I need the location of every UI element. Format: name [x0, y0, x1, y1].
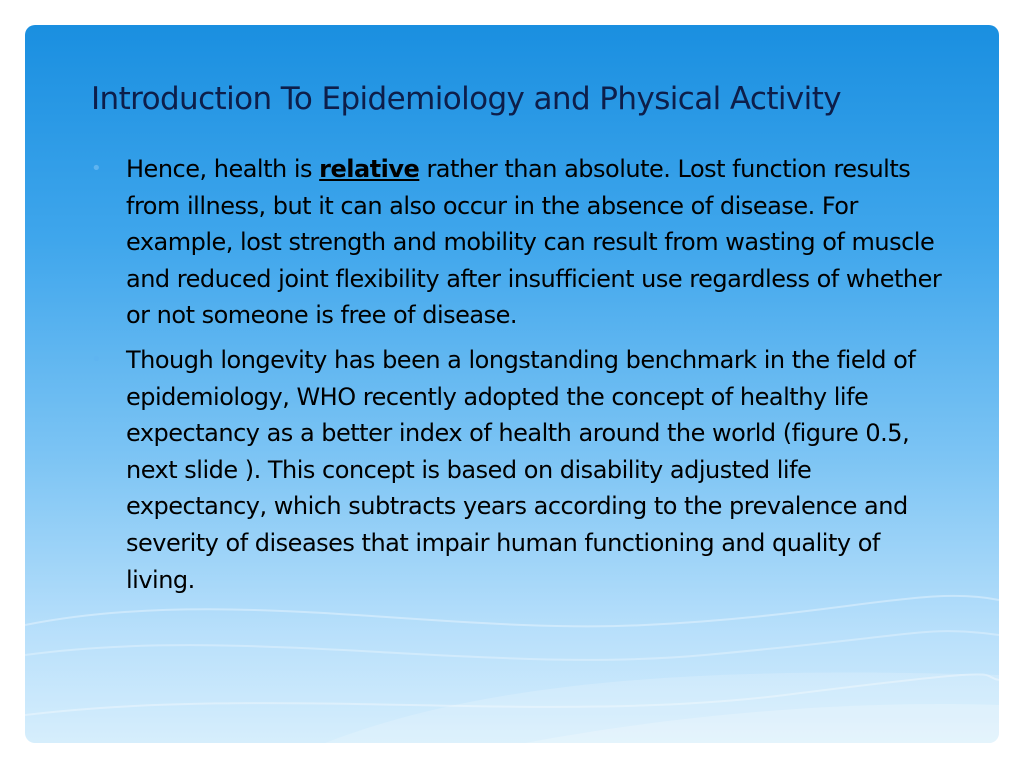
bullet-list	[91, 151, 949, 606]
bullet-item	[91, 342, 949, 598]
content-panel	[25, 25, 999, 743]
slide-title: Introduction To Epidemiology and Physical Activity	[91, 81, 841, 117]
bullet-text-before: Hence, health is	[126, 155, 320, 183]
bullet-item	[91, 151, 949, 334]
bullet-icon: •	[91, 348, 102, 370]
bullet-text-after: rather than absolute. Lost function results from illness, but it can also occur in the absence of disease. For example, lost strength and mobility can result from wasting of muscle and reduced joint flexibility after insufficient use regardless of whether or not someone is free of disease.	[126, 155, 942, 330]
bullet-icon: •	[91, 158, 102, 179]
emphasis-text: relative	[319, 155, 420, 183]
bullet-text: Though longevity has been a longstanding benchmark in the field of epidemiology, WHO recently adopted the concept of healthy life expectancy as a better index of health around the world (figure 0.5, next slide ). This concept is based on disability adjusted life expectancy, which subtracts years according to the prevalence and severity of diseases that impair human functioning and quality of living.	[126, 345, 916, 594]
